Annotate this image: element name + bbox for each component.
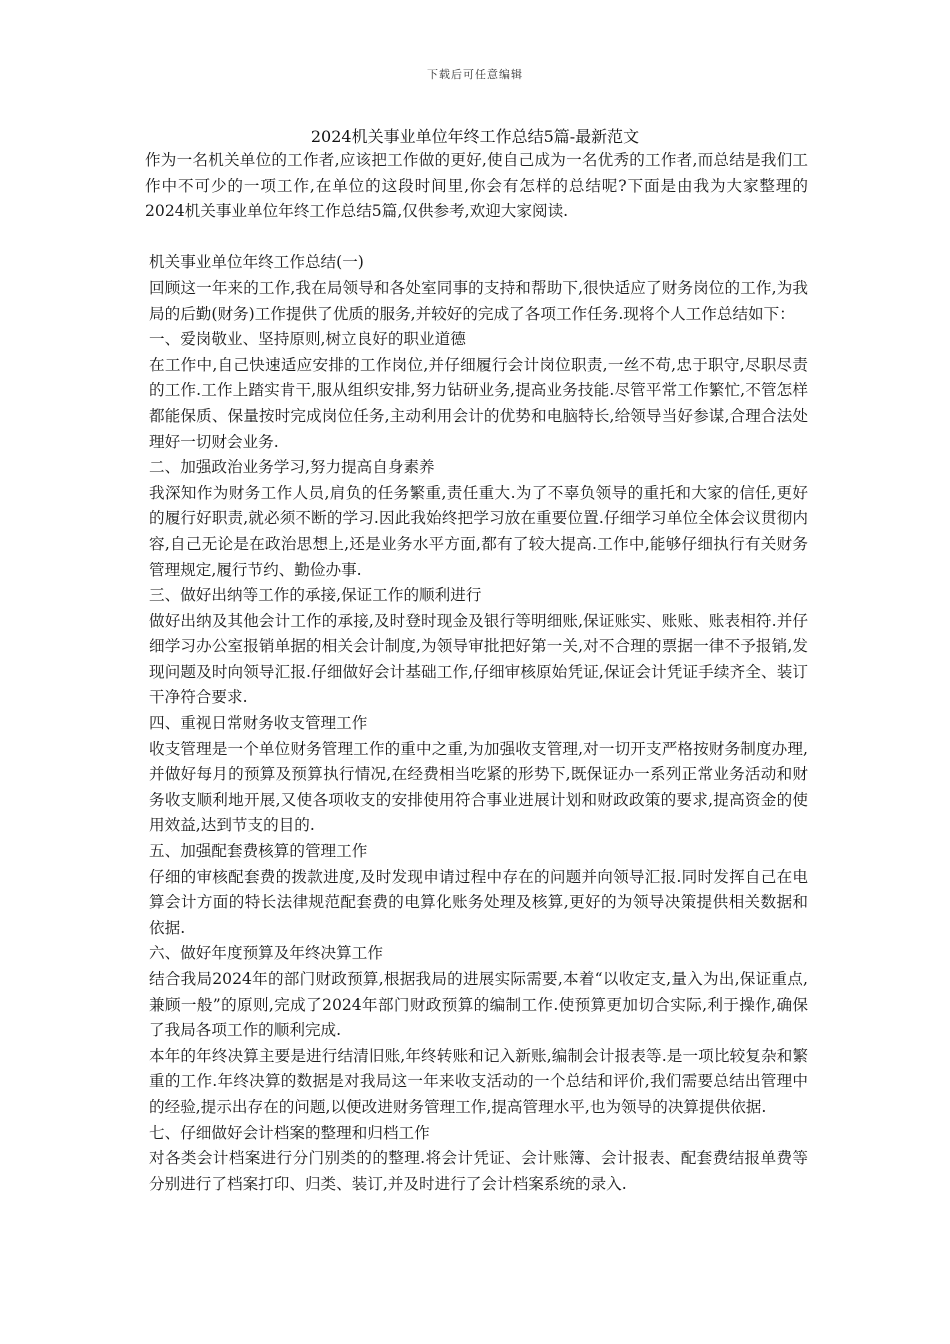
item-paragraph: 在工作中,自己快速适应安排的工作岗位,并仔细履行会计岗位职责,一丝不苟,忠于职守,尽职尽责的工作.工作上踏实肯干,服从组织安排,努力钻研业务,提高业务技能.尽管平常工作繁忙,不管怎样都能保质、保量按时完成岗位任务,主动利用会计的优势和电脑特长,给领导当好参谋,合理合法处理好一切财会业务. [149, 355, 808, 451]
opening-paragraph: 回顾这一年来的工作,我在局领导和各处室同事的支持和帮助下,很快适应了财务岗位的工作,为我局的后勤(财务)工作提供了优质的服务,并较好的完成了各项工作任务.现将个人工作总结如下： [149, 278, 808, 323]
item-heading: 四、重视日常财务收支管理工作 [149, 714, 368, 733]
item-heading: 一、爱岗敬业、坚持原则,树立良好的职业道德 [149, 330, 466, 349]
header-note: 下载后可任意编辑 [427, 68, 523, 81]
document-title: 2024机关事业单位年终工作总结5篇-最新范文 [310, 127, 640, 146]
item-paragraph: 我深知作为财务工作人员,肩负的任务繁重,责任重大.为了不辜负领导的重托和大家的信任,更好的履行好职责,就必须不断的学习.因此我始终把学习放在重要位置.仔细学习单位全体会议贯彻内容,自己无论是在政治思想上,还是业务水平方面,都有了较大提高.工作中,能够仔细执行有关财务管理规定,履行节约、勤俭办事. [149, 483, 808, 579]
blank-line [145, 225, 808, 251]
document-body [145, 148, 808, 1197]
item-paragraph: 做好出纳及其他会计工作的承接,及时登时现金及银行等明细账,保证账实、账账、账表相符.并仔细学习办公室报销单据的相关会计制度,为领导审批把好第一关,对不合理的票据一律不予报销,发现问题及时向领导汇报.仔细做好会计基础工作,仔细审核原始凭证,保证会计凭证手续齐全、装订干净符合要求. [149, 611, 808, 707]
intro-paragraph: 作为一名机关单位的工作者,应该把工作做的更好,使自己成为一名优秀的工作者,而总结是我们工作中不可少的一项工作,在单位的这段时间里,你会有怎样的总结呢?下面是由我为大家整理的2024机关事业单位年终工作总结5篇,仅供参考,欢迎大家阅读. [145, 151, 808, 221]
item-heading: 六、做好年度预算及年终决算工作 [149, 944, 383, 963]
item-paragraph: 收支管理是一个单位财务管理工作的重中之重,为加强收支管理,对一切开支严格按财务制度办理,并做好每月的预算及预算执行情况,在经费相当吃紧的形势下,既保证办一系列正常业务活动和财务收支顺利地开展,又使各项收支的安排使用符合事业进展计划和财政政策的要求,提高资金的使用效益,达到节支的目的. [149, 739, 808, 835]
item-paragraph: 对各类会计档案进行分门别类的的整理.将会计凭证、会计账簿、会计报表、配套费结报单费等分别进行了档案打印、归类、装订,并及时进行了会计档案系统的录入. [149, 1149, 808, 1193]
item-paragraph: 结合我局2024年的部门财政预算,根据我局的进展实际需要,本着“以收定支,量入为出,保证重点,兼顾一般”的原则,完成了2024年部门财政预算的编制工作.使预算更加切合实际,利于操作,确保了我局各项工作的顺利完成. [149, 970, 808, 1040]
item-heading: 五、加强配套费核算的管理工作 [149, 842, 368, 861]
item-heading: 二、加强政治业务学习,努力提高自身素养 [149, 458, 435, 477]
item-paragraph: 本年的年终决算主要是进行结清旧账,年终转账和记入新账,编制会计报表等.是一项比较复杂和繁重的工作.年终决算的数据是对我局这一年来收支活动的一个总结和评价,我们需要总结出管理中的经验,提示出存在的问题,以便改进财务管理工作,提高管理水平,也为领导的决算提供依据. [149, 1046, 808, 1116]
item-paragraph: 仔细的审核配套费的拨款进度,及时发现申请过程中存在的问题并向领导汇报.同时发挥自己在电算会计方面的特长法律规范配套费的电算化账务处理及核算,更好的为领导决策提供相关数据和依据. [149, 867, 808, 937]
item-heading: 七、仔细做好会计档案的整理和归档工作 [149, 1123, 430, 1142]
section-title: 机关事业单位年终工作总结(一) [149, 253, 364, 272]
item-heading: 三、做好出纳等工作的承接,保证工作的顺利进行 [149, 586, 482, 605]
